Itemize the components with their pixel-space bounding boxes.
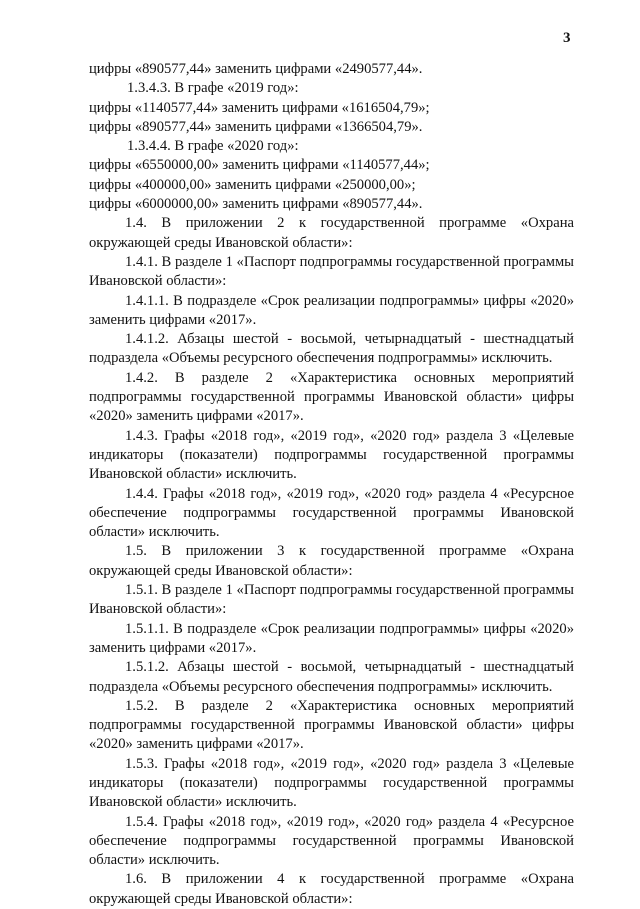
- paragraph: 1.5.1.1. В подразделе «Срок реализации подпрограммы» цифры «2020» заменить цифрами «2017».: [89, 620, 574, 656]
- paragraph: 1.5.3. Графы «2018 год», «2019 год», «2020 год» раздела 3 «Целевые индикаторы (показатели) подпрограммы государственной программы Ивановской области» исключить.: [89, 755, 574, 811]
- paragraph: цифры «6550000,00» заменить цифрами «1140577,44»;: [89, 157, 430, 174]
- paragraph: цифры «890577,44» заменить цифрами «2490577,44».: [89, 61, 423, 77]
- paragraph: 1.6. В приложении 4 к государственной программе «Охрана окружающей среды Ивановской области»:: [89, 871, 574, 907]
- paragraph: 1.5.4. Графы «2018 год», «2019 год», «2020 год» раздела 4 «Ресурсное обеспечение подпрограммы государственной программы Ивановской области» исключить.: [89, 813, 574, 869]
- page-number: 3: [563, 30, 571, 46]
- paragraph: 1.4. В приложении 2 к государственной программе «Охрана окружающей среды Ивановской области»:: [89, 215, 574, 251]
- paragraph: 1.4.1. В разделе 1 «Паспорт подпрограммы государственной программы Ивановской области»:: [89, 253, 574, 290]
- paragraph: 1.3.4.3. В графе «2019 год»:: [127, 80, 299, 97]
- paragraph: 1.3.4.4. В графе «2020 год»:: [127, 138, 299, 155]
- paragraph: 1.5.1. В разделе 1 «Паспорт подпрограммы государственной программы Ивановской области»:: [89, 582, 574, 618]
- paragraph: 1.4.3. Графы «2018 год», «2019 год», «2020 год» раздела 3 «Целевые индикаторы (показатели) подпрограммы государственной программы Ивановской области» исключить.: [89, 427, 574, 483]
- paragraph: 1.4.1.2. Абзацы шестой - восьмой, четырнадцатый - шестнадцатый подраздела «Объемы ресурсного обеспечения подпрограммы» исключить.: [89, 331, 574, 367]
- paragraph: 1.5.1.2. Абзацы шестой - восьмой, четырнадцатый - шестнадцатый подраздела «Объемы ресурсного обеспечения подпрограммы» исключить.: [89, 659, 574, 695]
- paragraph: 1.5.2. В разделе 2 «Характеристика основных мероприятий подпрограммы государственной программы Ивановской области» цифры «2020» заменить цифрами «2017».: [89, 697, 574, 753]
- paragraph: цифры «890577,44» заменить цифрами «1366504,79».: [89, 118, 423, 135]
- paragraph: цифры «1140577,44» заменить цифрами «1616504,79»;: [89, 99, 430, 116]
- paragraph: 1.4.4. Графы «2018 год», «2019 год», «2020 год» раздела 4 «Ресурсное обеспечение подпрограммы государственной программы Ивановской области» исключить.: [89, 485, 574, 541]
- paragraph: цифры «400000,00» заменить цифрами «250000,00»;: [89, 176, 416, 193]
- document-body: [89, 60, 574, 909]
- paragraph: цифры «6000000,00» заменить цифрами «890577,44».: [89, 196, 423, 213]
- paragraph: 1.4.1.1. В подразделе «Срок реализации подпрограммы» цифры «2020» заменить цифрами «2017».: [89, 292, 574, 328]
- paragraph: 1.4.2. В разделе 2 «Характеристика основных мероприятий подпрограммы государственной программы Ивановской области» цифры «2020» заменить цифрами «2017».: [89, 369, 574, 425]
- paragraph: 1.5. В приложении 3 к государственной программе «Охрана окружающей среды Ивановской области»:: [89, 543, 574, 579]
